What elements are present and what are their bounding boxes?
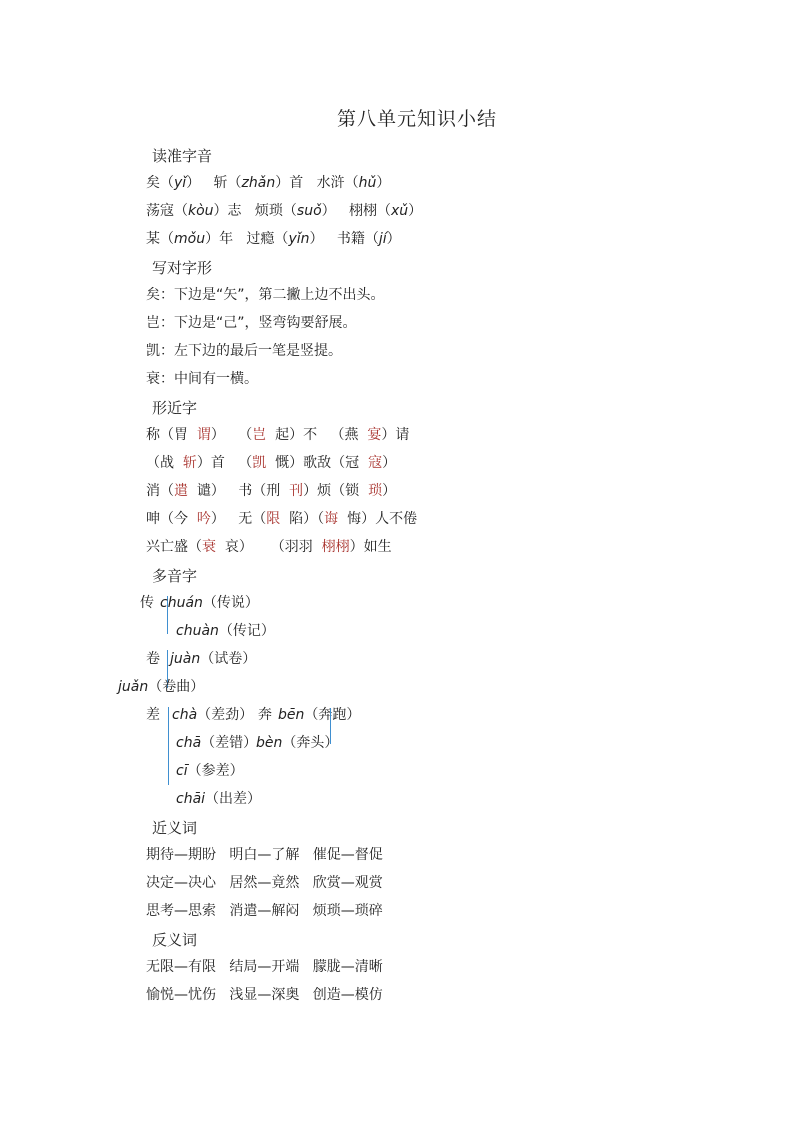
plain-text: 消（ [146, 483, 174, 499]
plain-text: 起）不 （燕 [266, 427, 368, 443]
pronunciation-line [146, 201, 422, 221]
poly-chuan-b: chuàn（传记） [176, 623, 275, 639]
plain-text: ） 无（ [210, 511, 267, 527]
pinyin-text: hǔ [358, 175, 377, 191]
synonym-line: 思考—思索 消遣—解闷 烦琐—琐碎 [146, 903, 383, 919]
shape-line: 矣：下边是“矢”，第二撇上边不出头。 [146, 287, 385, 303]
poly-cha-b: chā（差错） [176, 735, 258, 751]
plain-text: 慨）歌敌（冠 [266, 455, 369, 471]
similar-line [146, 537, 392, 557]
plain-text: 称（胃 [146, 427, 197, 443]
plain-text: 矣（ [146, 175, 174, 191]
antonym-line: 愉悦—忧伤 浅显—深奥 创造—模仿 [146, 987, 383, 1003]
shape-line: 衰：中间有一横。 [146, 371, 258, 387]
plain-text: ） [386, 231, 401, 247]
pronunciation-line [146, 229, 401, 249]
shape-line: 岂：下边是“己”，竖弯钩要舒展。 [146, 315, 357, 331]
similar-line [146, 481, 396, 501]
highlight-char: 斩 [182, 455, 197, 471]
synonym-line: 决定—决心 居然—竟然 欣赏—观赏 [146, 875, 383, 891]
pinyin-text: jí [378, 231, 387, 247]
plain-text: 兴亡盛（ [146, 539, 202, 555]
pinyin-text: zhǎn [241, 175, 276, 191]
similar-line [146, 453, 396, 473]
highlight-char: 栩栩 [321, 539, 350, 555]
highlight-char: 诲 [324, 511, 339, 527]
section-heading-synonyms: 近义词 [152, 819, 198, 837]
poly-cha-c: cī（参差） [176, 763, 244, 779]
pinyin-text: mǒu [174, 231, 206, 247]
plain-text: ） [408, 203, 423, 219]
highlight-char: 凯 [252, 455, 267, 471]
poly-chuan-a: chuán（传说） [160, 595, 259, 611]
plain-text: ）志 烦琐（ [213, 203, 297, 219]
plain-text: ） （ [210, 427, 253, 443]
shape-line: 凯：左下边的最后一笔是竖提。 [146, 343, 342, 359]
highlight-char: 寇 [368, 455, 383, 471]
brace-ben [322, 708, 331, 744]
highlight-char: 谓 [196, 427, 211, 443]
section-heading-pronunciation: 读准字音 [152, 147, 213, 165]
highlight-char: 衰 [202, 539, 216, 555]
pinyin-text: yǐ [174, 175, 187, 191]
poly-cha-d: chāi（出差） [176, 791, 262, 807]
similar-line [146, 425, 409, 445]
poly-cha-a: chà（差劲） [172, 707, 254, 723]
poly-ben-a: bēn（奔跑） [278, 707, 361, 723]
highlight-char: 遣 [174, 483, 188, 499]
brace-cha [168, 707, 169, 785]
plain-text: ） [376, 175, 391, 191]
plain-text: ）首 水浒（ [275, 175, 359, 191]
poly-char-juan: 卷 [146, 651, 160, 667]
plain-text: ） [382, 483, 397, 499]
section-heading-shape: 写对字形 [152, 259, 213, 277]
plain-text: ） [382, 455, 397, 471]
plain-text: 谴） 书（刑 [188, 483, 290, 499]
highlight-char: 吟 [196, 511, 211, 527]
plain-text: ）请 [381, 427, 410, 443]
section-heading-antonyms: 反义词 [152, 931, 198, 949]
plain-text: 某（ [146, 231, 174, 247]
plain-text: （战 [146, 455, 183, 471]
plain-text: 悔）人不倦 [338, 511, 418, 527]
plain-text: ）烦（锁 [303, 483, 369, 499]
plain-text: ） 斩（ [186, 175, 242, 191]
poly-juan-b: juǎn（卷曲） [118, 679, 205, 695]
highlight-char: 宴 [367, 427, 382, 443]
plain-text: 荡寇（ [146, 203, 188, 219]
poly-ben-b: bèn（奔头） [256, 735, 339, 751]
poly-char-ben: 奔 [258, 707, 272, 723]
poly-juan-a: juàn（试卷） [170, 651, 257, 667]
poly-char-chuan: 传 [140, 595, 154, 611]
highlight-char: 岂 [252, 427, 267, 443]
poly-char-cha: 差 [146, 707, 160, 723]
page-title: 第八单元知识小结 [336, 108, 497, 130]
pinyin-text: suǒ [296, 203, 322, 219]
section-heading-similar: 形近字 [152, 399, 198, 417]
highlight-char: 琐 [368, 483, 383, 499]
pinyin-text: xǔ [391, 203, 409, 219]
similar-line [146, 509, 417, 529]
synonym-line: 期待—期盼 明白—了解 催促—督促 [146, 847, 383, 863]
pronunciation-line [146, 173, 390, 193]
pinyin-text: kòu [188, 203, 214, 219]
plain-text: ） 书籍（ [309, 231, 379, 247]
antonym-line: 无限—有限 结局—开端 朦胧—清晰 [146, 959, 383, 975]
plain-text: ）首 （ [196, 455, 253, 471]
plain-text: ） 栩栩（ [321, 203, 391, 219]
highlight-char: 限 [266, 511, 281, 527]
plain-text: 陷）（ [280, 511, 325, 527]
plain-text: 呻（今 [146, 511, 197, 527]
section-heading-polyphone: 多音字 [152, 567, 198, 585]
plain-text: 哀） （羽羽 [216, 539, 322, 555]
plain-text: ）年 过瘾（ [205, 231, 289, 247]
plain-text: ）如生 [349, 539, 392, 555]
pinyin-text: yǐn [288, 231, 310, 247]
highlight-char: 刊 [289, 483, 304, 499]
